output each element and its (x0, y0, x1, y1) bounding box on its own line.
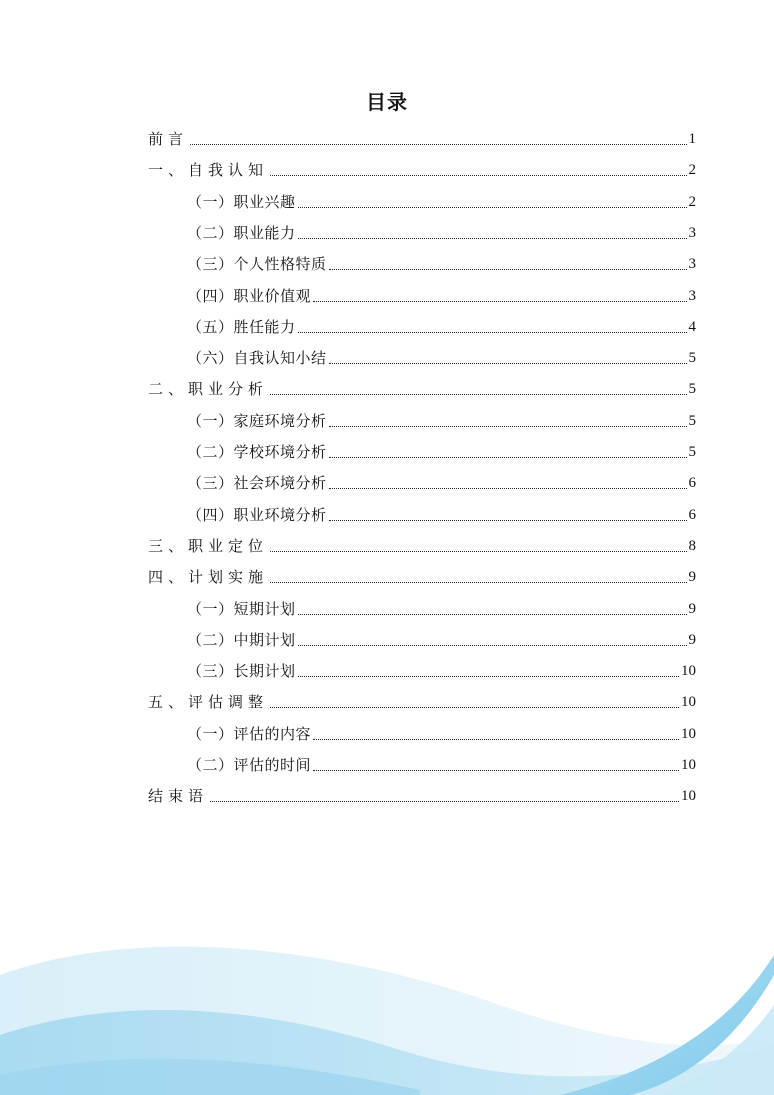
toc-entry-page-number: 3 (688, 256, 696, 273)
toc-entry[interactable] (187, 249, 696, 279)
toc-entry-page-number: 2 (688, 193, 696, 210)
toc-entry-label: （二）学校环境分析 (187, 443, 327, 461)
toc-dot-leader (298, 237, 687, 239)
toc-entry-page-number: 3 (688, 287, 696, 304)
toc-entry-page-number: 5 (688, 444, 696, 460)
toc-entry-page-number: 6 (688, 506, 696, 523)
toc-dot-leader (329, 519, 687, 521)
toc-entry[interactable] (187, 750, 696, 780)
toc-entry-page-number: 5 (688, 350, 696, 367)
toc-entry-label: （四）职业环境分析 (187, 505, 327, 524)
toc-entry-label: （三）长期计划 (187, 662, 296, 681)
toc-entry[interactable] (148, 155, 696, 185)
toc-entry-page-number: 10 (681, 757, 696, 773)
toc-dot-leader (329, 425, 687, 427)
toc-entry-label: 二、职业分析 (148, 380, 269, 399)
toc-dot-leader (313, 769, 679, 771)
toc-entry[interactable] (187, 406, 696, 436)
toc-dot-leader (313, 300, 686, 302)
toc-entry[interactable] (148, 124, 696, 154)
toc-dot-leader (270, 393, 686, 395)
toc-entry-label: （三）社会环境分析 (187, 474, 327, 493)
toc-entry-page-number: 1 (688, 131, 696, 147)
toc-title: 目录 (366, 90, 408, 114)
toc-entry-label: （二）中期计划 (187, 630, 296, 649)
toc-entry[interactable] (148, 562, 696, 592)
toc-dot-leader (270, 174, 686, 176)
toc-entry[interactable] (187, 312, 696, 342)
toc-entry-label: （二）评估的时间 (187, 756, 312, 774)
toc-entry[interactable] (187, 625, 696, 655)
toc-dot-leader (270, 706, 679, 708)
toc-entry[interactable] (187, 343, 696, 373)
toc-entry[interactable] (148, 374, 696, 404)
toc-entry-label: （一）职业兴趣 (187, 192, 296, 211)
toc-entry-label: 五、评估调整 (148, 693, 269, 712)
toc-entry-label: 前言 (148, 130, 189, 148)
toc-entry-label: （一）家庭环境分析 (187, 411, 327, 430)
toc-dot-leader (298, 206, 687, 208)
toc-dot-leader (270, 581, 686, 583)
toc-entry-label: （一）短期计划 (187, 599, 296, 618)
toc-entry-page-number: 5 (688, 412, 696, 429)
toc-entry-label: （二）职业能力 (187, 223, 296, 242)
toc-dot-leader (298, 613, 687, 615)
toc-entry-label: （一）评估的内容 (187, 724, 312, 743)
toc-entry-page-number: 8 (688, 537, 696, 554)
toc-entry-label: （三）个人性格特质 (187, 255, 327, 274)
toc-entry-page-number: 10 (681, 694, 696, 711)
toc-entry-page-number: 10 (681, 663, 696, 680)
toc-entry-page-number: 9 (688, 631, 696, 648)
toc-dot-leader (329, 362, 687, 364)
toc-dot-leader (190, 143, 686, 145)
toc-dot-leader (329, 456, 687, 458)
toc-entry-page-number: 3 (688, 224, 696, 241)
toc-dot-leader (210, 800, 679, 802)
toc-entry[interactable] (187, 500, 696, 530)
toc-entry[interactable] (187, 437, 696, 467)
toc-entry-page-number: 10 (681, 788, 696, 805)
toc-dot-leader (329, 487, 687, 489)
toc-dot-leader (298, 331, 687, 333)
toc-entry-label: （四）职业价值观 (187, 286, 312, 305)
toc-entry-page-number: 2 (688, 162, 696, 179)
toc-entry-label: 结束语 (148, 787, 209, 806)
toc-dot-leader (298, 644, 687, 646)
toc-entry-label: 一、自我认知 (148, 161, 269, 180)
toc-entry-page-number: 9 (688, 600, 696, 617)
toc-entry[interactable] (187, 281, 696, 311)
toc-entry-label: 四、计划实施 (148, 568, 269, 587)
toc-entry-label: （五）胜任能力 (187, 317, 296, 336)
toc-entry-label: （六）自我认知小结 (187, 349, 327, 368)
toc-entry-page-number: 4 (688, 318, 696, 335)
toc-entry[interactable] (148, 687, 696, 717)
toc-entry[interactable] (187, 656, 696, 686)
toc-dot-leader (329, 268, 687, 270)
toc-entry[interactable] (148, 531, 696, 561)
toc-dot-leader (270, 550, 686, 552)
toc-entry-page-number: 9 (688, 569, 696, 586)
toc-entry[interactable] (148, 781, 696, 811)
toc-entry[interactable] (187, 218, 696, 248)
toc-entry-page-number: 5 (688, 381, 696, 398)
toc-dot-leader (298, 675, 679, 677)
toc-entry-page-number: 6 (688, 475, 696, 492)
toc-entry-page-number: 10 (681, 725, 696, 742)
toc-entry[interactable] (187, 187, 696, 217)
decorative-wave-background (0, 835, 774, 1095)
toc-entry-label: 三、职业定位 (148, 536, 269, 555)
toc-entry[interactable] (187, 594, 696, 624)
toc-entry[interactable] (187, 468, 696, 498)
toc-dot-leader (313, 738, 679, 740)
toc-entry[interactable] (187, 719, 696, 749)
